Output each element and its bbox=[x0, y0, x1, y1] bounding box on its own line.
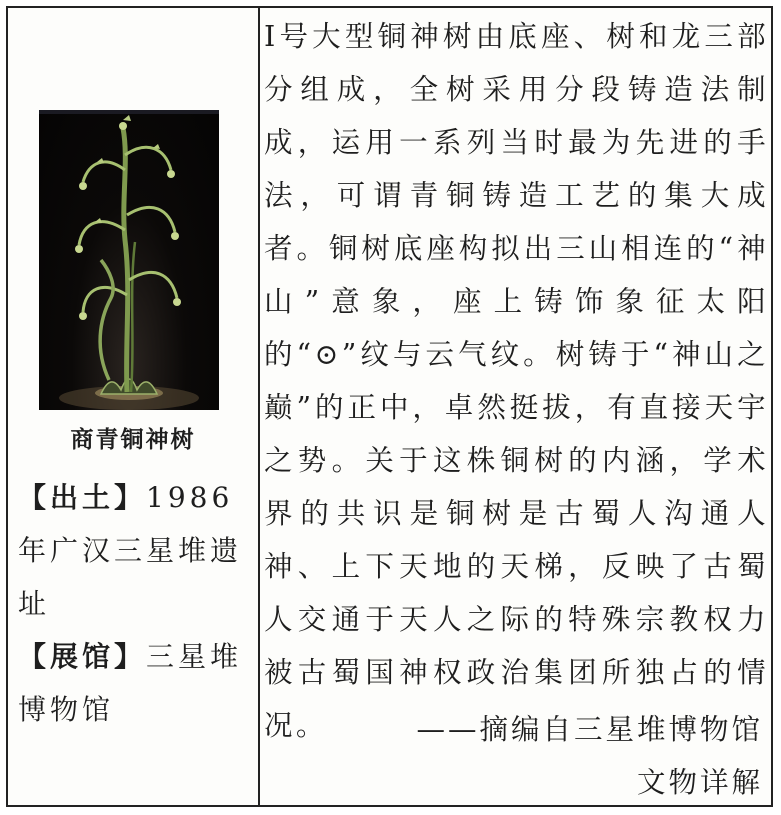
column-divider bbox=[258, 8, 260, 805]
description-column bbox=[264, 10, 769, 752]
bronze-tree-illustration bbox=[39, 110, 219, 410]
excavation-value: 1986 年广汉三星堆遗址 bbox=[18, 481, 243, 620]
museum-info bbox=[18, 630, 250, 736]
excavation-tag: 【出土】 bbox=[18, 481, 147, 514]
description-text: I号大型铜神树由底座、树和龙三部分组成，全树采用分段铸造法制成，运用一系列当时最为先进的手法，可谓青铜铸造工艺的集大成者。铜树底座构拟出三山相连的“神山”意象，座上铸饰象征太阳的“⊙”纹与云气纹。树铸于“神山之巅”的正中，卓然挺拔，有直接天宇之势。关于这株铜树的内涵，学术界的共识是铜树是古蜀人沟通人神、上下天地的天梯，反映了古蜀人交通于天人之际的特殊宗教权力被古蜀国神权政治集团所独占的情况。 bbox=[264, 20, 769, 742]
source-citation-continued: 文物详解 bbox=[636, 766, 763, 799]
image-caption: 商青铜神树 bbox=[70, 426, 196, 453]
source-citation: ——摘编自三星堆博物馆 bbox=[416, 713, 763, 746]
museum-value: 三星堆博物馆 bbox=[18, 640, 243, 726]
bronze-tree-photo bbox=[39, 110, 219, 410]
document-frame bbox=[6, 6, 773, 807]
excavation-info bbox=[18, 471, 250, 630]
museum-tag: 【展馆】 bbox=[18, 640, 147, 673]
artifact-info-column bbox=[8, 8, 258, 805]
